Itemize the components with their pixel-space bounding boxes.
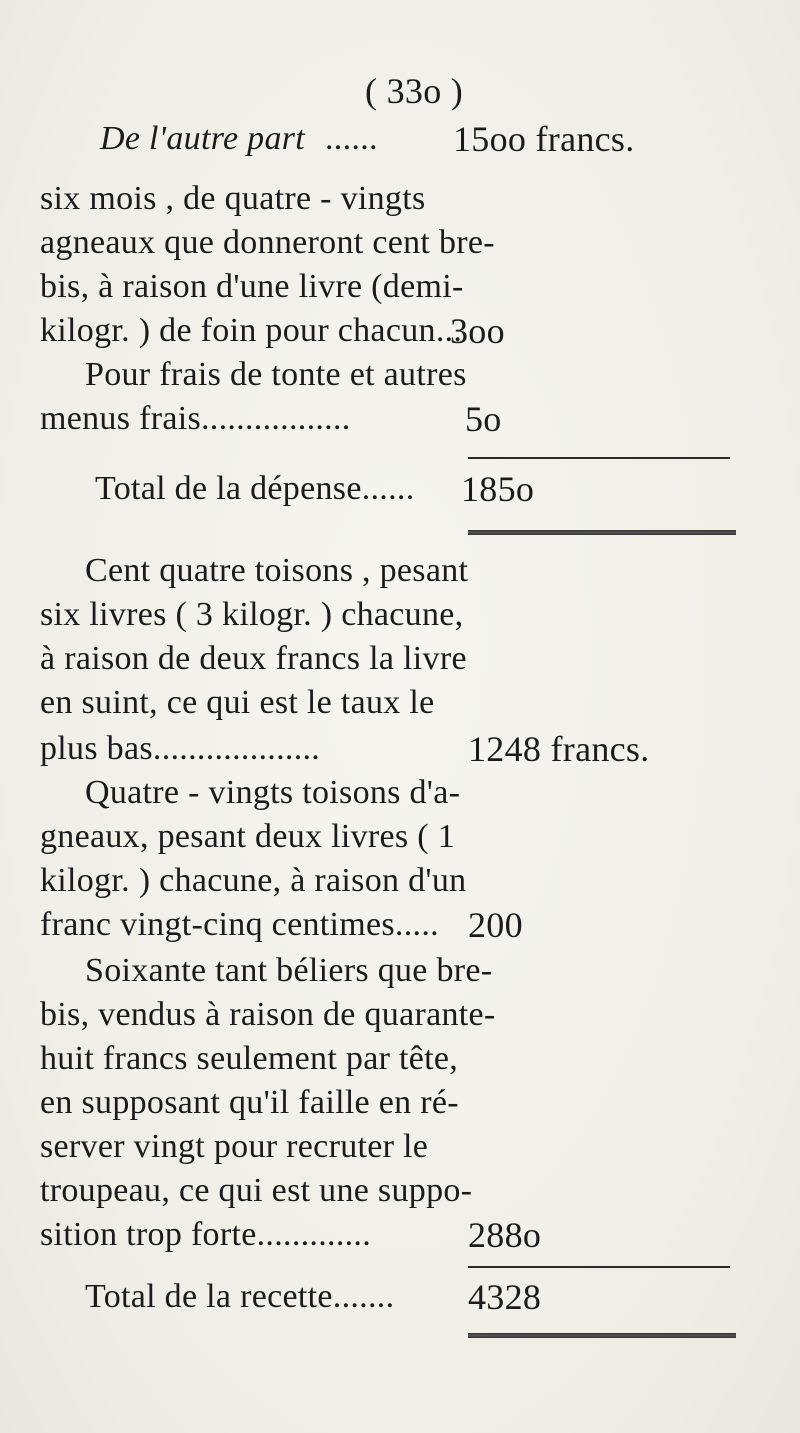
divider — [468, 457, 730, 459]
receipt-text-line: gneaux, pesant deux livres ( 1 — [40, 818, 455, 855]
receipt-text-line: en supposant qu'il faille en ré- — [40, 1084, 459, 1121]
expense-text-line: six mois , de quatre - vingts — [40, 180, 426, 217]
receipt-text-line: huit francs seulement par tête, — [40, 1040, 459, 1077]
expense-text-line: bis, à raison d'une livre (demi- — [40, 268, 464, 305]
expense-amount: 5o — [465, 399, 502, 439]
divider — [468, 1266, 730, 1268]
expense-amount: 3oo — [450, 311, 505, 351]
total-label: Total de la recette....... — [85, 1278, 395, 1315]
expense-text-line: Pour frais de tonte et autres — [85, 356, 467, 393]
divider — [468, 530, 736, 535]
receipt-text-line: Cent quatre toisons , pesant — [85, 552, 469, 589]
expense-text-line: agneaux que donneront cent bre- — [40, 224, 495, 261]
divider — [468, 1333, 736, 1338]
receipt-text-line: en suint, ce qui est le taux le — [40, 684, 435, 721]
receipt-amount: 288o — [468, 1215, 542, 1255]
expense-label: menus frais................. — [40, 400, 351, 437]
receipt-text-line: six livres ( 3 kilogr. ) chacune, — [40, 596, 464, 633]
receipt-text-line: Quatre - vingts toisons d'a- — [85, 774, 461, 811]
receipt-text-line: troupeau, ce qui est une suppo- — [40, 1172, 473, 1209]
receipt-text-line: kilogr. ) chacune, à raison d'un — [40, 862, 467, 899]
receipt-text-line: server vingt pour recruter le — [40, 1128, 429, 1165]
receipt-label: franc vingt-cinq centimes..... — [40, 906, 439, 943]
receipt-label: plus bas................... — [40, 730, 321, 767]
expense-label: kilogr. ) de foin pour chacun... — [40, 312, 463, 349]
receipt-text-line: bis, vendus à raison de quarante- — [40, 996, 496, 1033]
leader-dots: ...... — [325, 120, 378, 157]
total-amount: 4328 — [468, 1277, 542, 1317]
receipt-amount: 1248 francs. — [468, 729, 650, 769]
receipt-label: sition trop forte............. — [40, 1216, 372, 1253]
expense-amount: 15oo francs. — [453, 119, 635, 159]
receipt-text-line: Soixante tant béliers que bre- — [85, 952, 493, 989]
total-amount: 185o — [461, 469, 535, 509]
receipt-amount: 200 — [468, 905, 523, 945]
total-label: Total de la dépense...... — [95, 470, 415, 507]
page-number: ( 33o ) — [365, 71, 464, 111]
expense-label: De l'autre part — [100, 120, 306, 157]
receipt-text-line: à raison de deux francs la livre — [40, 640, 467, 677]
